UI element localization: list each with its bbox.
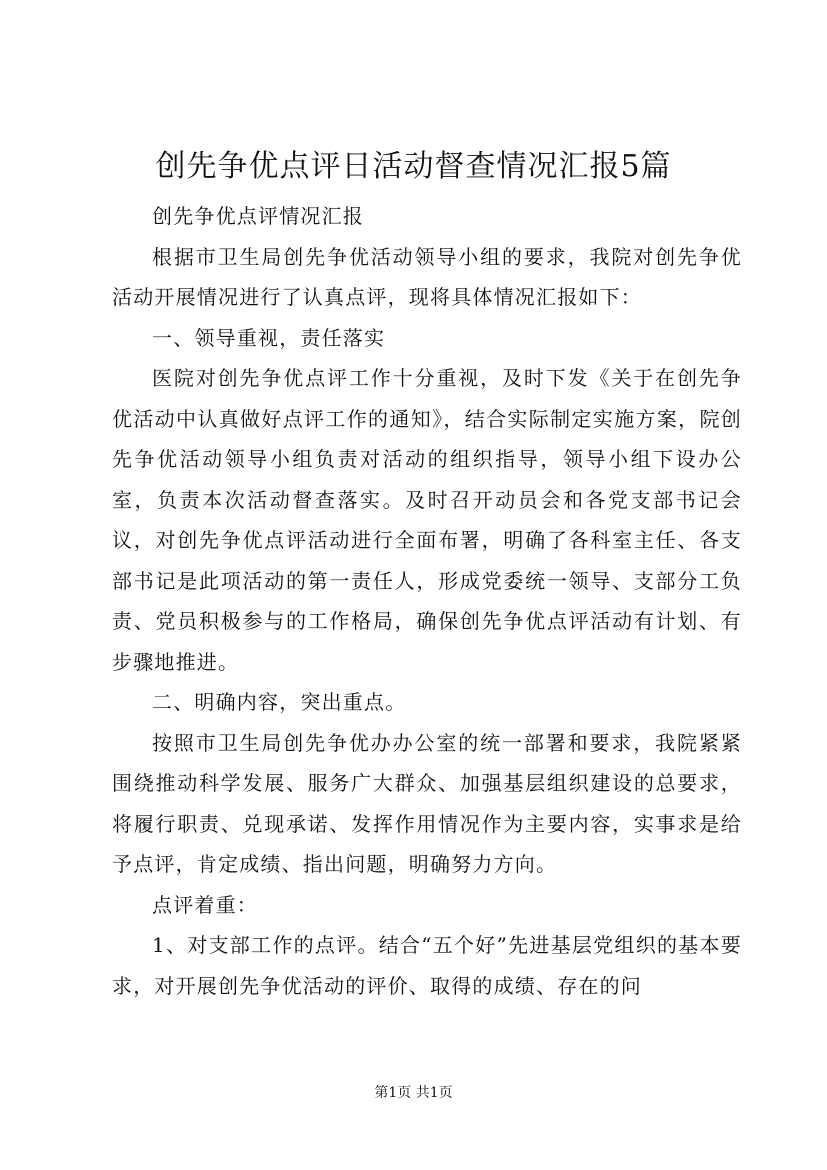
paragraph-subtitle: 创先争优点评情况汇报 (152, 204, 364, 228)
section-heading-1: 一、领导重视，责任落实 (152, 325, 386, 350)
paragraph-point-1: 1、对支部工作的点评。结合“五个好”先进基层党组织的基本要求，对开展创先争优活动的评价、取得的成绩、存在的问 (112, 933, 742, 998)
paragraph-intro: 根据市卫生局创先争优活动领导小组的要求，我院对创先争优活动开展情况进行了认真点评，现将具体情况汇报如下： (112, 244, 742, 309)
document-title: 创先争优点评日活动督查情况汇报5篇 (155, 149, 672, 184)
paragraph-section-1: 医院对创先争优点评工作十分重视，及时下发《关于在创先争优活动中认真做好点评工作的通知》，结合实际制定实施方案，院创先争优活动领导小组负责对活动的组织指导，领导小组下设办公室，负责本次活动督查落实。及时召开动员会和各党支部书记会议，对创先争优点评活动进行全面布署，明确了各科室主任、各支部书记是此项活动的第一责任人，形成党委统一领导、支部分工负责、党员积极参与的工作格局，确保创先争优点评活动有计划、有步骤地推进。 (112, 366, 742, 674)
document-body (112, 196, 742, 1006)
paragraph-focus-label: 点评着重： (152, 892, 258, 917)
section-heading-2: 二、明确内容，突出重点。 (152, 690, 407, 714)
paragraph-section-2: 按照市卫生局创先争优办办公室的统一部署和要求，我院紧紧围绕推动科学发展、服务广大群众、加强基层组织建设的总要求，将履行职责、兑现承诺、发挥作用情况作为主要内容，实事求是给予点评，肯定成绩、指出问题，明确努力方向。 (112, 730, 742, 876)
page-footer: 第1页 共1页 (374, 1085, 453, 1101)
